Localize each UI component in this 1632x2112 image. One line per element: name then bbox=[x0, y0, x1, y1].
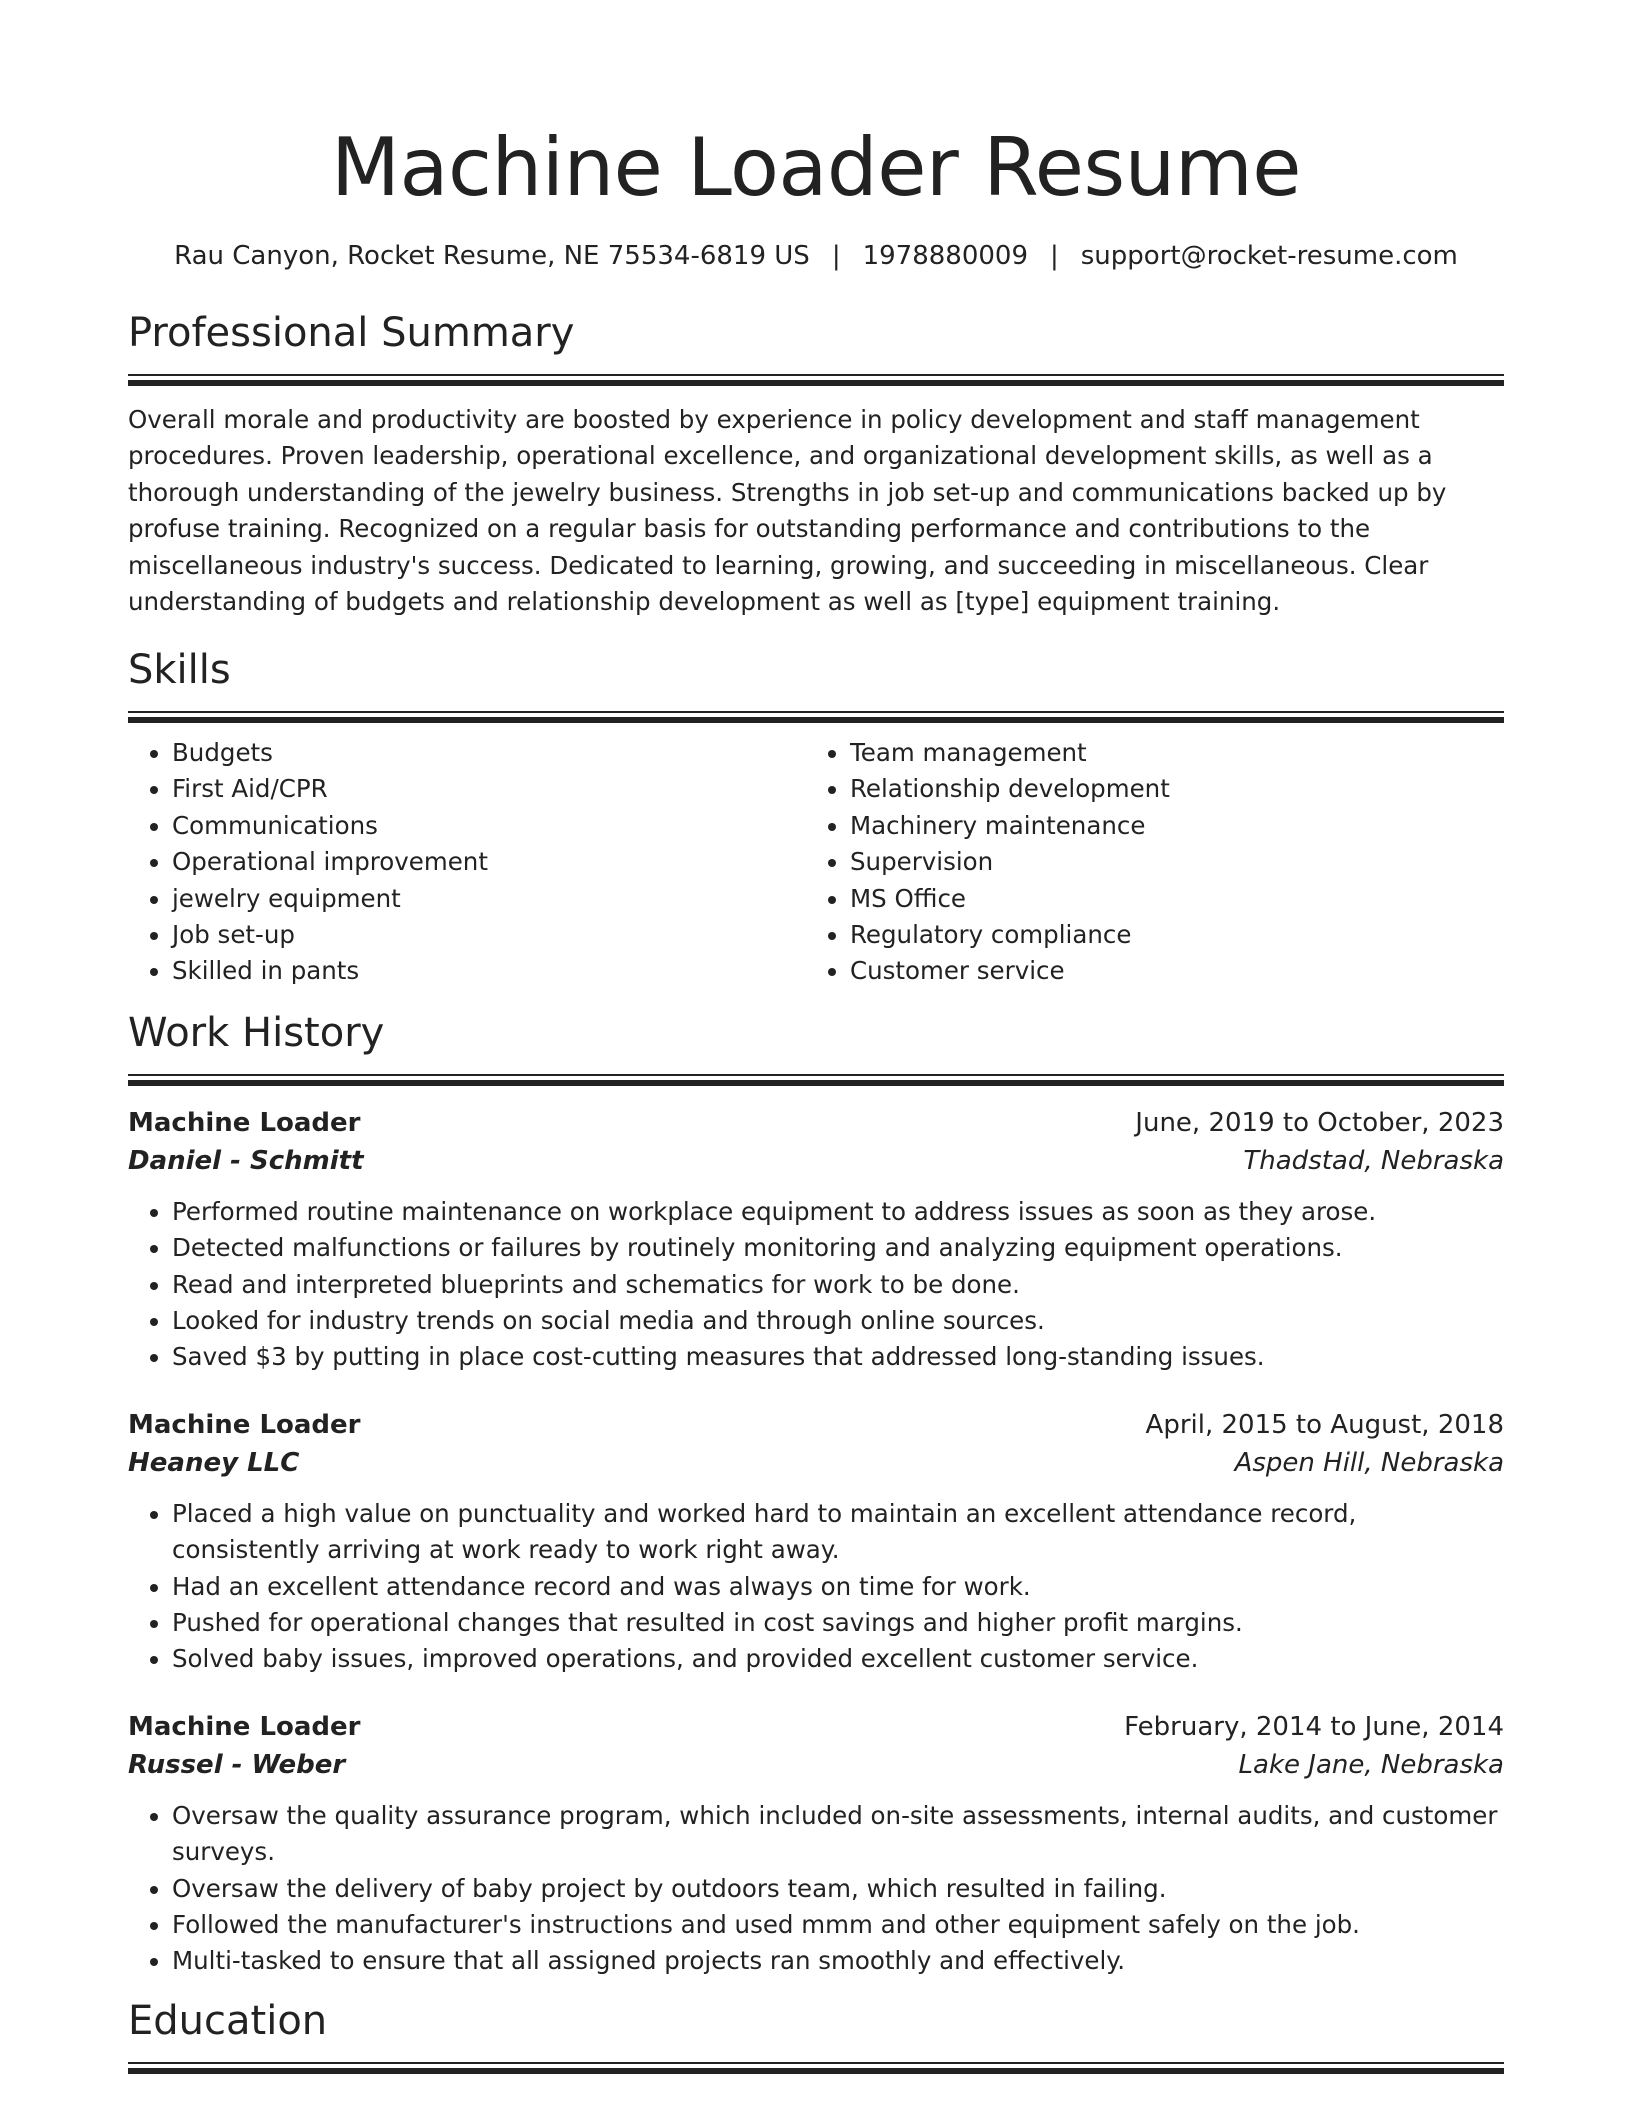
job-title: Machine Loader bbox=[128, 1107, 361, 1138]
section-divider bbox=[128, 1074, 1504, 1086]
job-location: Lake Jane, Nebraska bbox=[1238, 1749, 1504, 1780]
job-subheader bbox=[128, 1444, 1504, 1482]
job-bullet: • Had an excellent attendance record and was always on time for work. bbox=[172, 1569, 1504, 1605]
contact-line bbox=[128, 238, 1504, 274]
job-company: Daniel - Schmitt bbox=[128, 1145, 364, 1176]
job-title: Machine Loader bbox=[128, 1409, 361, 1440]
contact-phone: 1978880009 bbox=[862, 241, 1028, 271]
skill-item: • Operational improvement bbox=[172, 844, 806, 880]
job-header bbox=[128, 1708, 1504, 1746]
job-bullets bbox=[128, 1496, 1504, 1678]
job-subheader bbox=[128, 1142, 1504, 1180]
skill-item: • Relationship development bbox=[850, 771, 1484, 807]
job-bullet: • Detected malfunctions or failures by routinely monitoring and analyzing equipment operations. bbox=[172, 1230, 1504, 1266]
job-bullet: • Solved baby issues, improved operations, and provided excellent customer service. bbox=[172, 1641, 1504, 1677]
education-heading: Education bbox=[128, 1997, 328, 2044]
resume-title: Machine Loader Resume bbox=[330, 121, 1301, 214]
contact-address: Rau Canyon, Rocket Resume, NE 75534-6819 US bbox=[174, 241, 810, 271]
job-bullet: • Followed the manufacturer's instructions and used mmm and other equipment safely on the job. bbox=[172, 1907, 1504, 1943]
skill-item: • Communications bbox=[172, 808, 806, 844]
skill-item: • jewelry equipment bbox=[172, 881, 806, 917]
summary-text: Overall morale and productivity are boosted by experience in policy development and staff management procedures. Proven leadership, operational excellence, and organizational development skills, as well as a thorough understanding of the jewelry business. Strengths in job set-up and communications backed up by profuse training. Recognized on a regular basis for outstanding performance and contributions to the miscellaneous industry's success. Dedicated to learning, growing, and succeeding in miscellaneous. Clear understanding of budgets and relationship development as well as [type] equipment training. bbox=[128, 405, 1447, 617]
job-location: Thadstad, Nebraska bbox=[1243, 1145, 1504, 1176]
job-title: Machine Loader bbox=[128, 1711, 361, 1742]
job-bullet: • Pushed for operational changes that resulted in cost savings and higher profit margins. bbox=[172, 1605, 1504, 1641]
skill-item: • Supervision bbox=[850, 844, 1484, 880]
skill-item: • Team management bbox=[850, 735, 1484, 771]
job-entry bbox=[128, 1406, 1504, 1678]
job-company: Heaney LLC bbox=[128, 1447, 300, 1478]
skill-item: • Job set-up bbox=[172, 917, 806, 953]
skill-item: • Machinery maintenance bbox=[850, 808, 1484, 844]
skills-columns bbox=[128, 735, 1504, 990]
job-subheader bbox=[128, 1746, 1504, 1784]
job-dates: June, 2019 to October, 2023 bbox=[1135, 1107, 1504, 1138]
section-divider bbox=[128, 2062, 1504, 2074]
job-bullets bbox=[128, 1798, 1504, 1980]
summary-section bbox=[128, 308, 1504, 620]
skill-item: • Budgets bbox=[172, 735, 806, 771]
resume-content bbox=[128, 116, 1504, 2074]
education-section bbox=[128, 1996, 1504, 2074]
job-dates: February, 2014 to June, 2014 bbox=[1124, 1711, 1504, 1742]
job-bullets bbox=[128, 1194, 1504, 1376]
skill-item: • Customer service bbox=[850, 953, 1484, 989]
section-divider bbox=[128, 374, 1504, 386]
work-section bbox=[128, 1008, 1504, 1980]
skill-item: • Regulatory compliance bbox=[850, 917, 1484, 953]
summary-heading: Professional Summary bbox=[128, 310, 575, 356]
skill-item: • Skilled in pants bbox=[172, 953, 806, 989]
section-divider bbox=[128, 711, 1504, 723]
contact-email: support@rocket-resume.com bbox=[1080, 241, 1458, 271]
job-bullet: • Multi-tasked to ensure that all assigned projects ran smoothly and effectively. bbox=[172, 1943, 1504, 1979]
job-bullet: • Performed routine maintenance on workplace equipment to address issues as soon as they arose. bbox=[172, 1194, 1504, 1230]
job-bullet: • Oversaw the delivery of baby project by outdoors team, which resulted in failing. bbox=[172, 1871, 1504, 1907]
job-entry bbox=[128, 1708, 1504, 1980]
job-company: Russel - Weber bbox=[128, 1749, 346, 1780]
work-heading: Work History bbox=[128, 1009, 385, 1056]
job-dates: April, 2015 to August, 2018 bbox=[1145, 1409, 1504, 1440]
job-bullet: • Placed a high value on punctuality and worked hard to maintain an excellent attendance record, consistently arriving at work ready to work right away. bbox=[172, 1496, 1504, 1569]
job-location: Aspen Hill, Nebraska bbox=[1234, 1447, 1504, 1478]
job-bullet: • Saved $3 by putting in place cost-cutting measures that addressed long-standing issues. bbox=[172, 1339, 1504, 1375]
contact-separator: | bbox=[1050, 241, 1059, 271]
job-bullet: • Read and interpreted blueprints and schematics for work to be done. bbox=[172, 1267, 1504, 1303]
skills-list-left bbox=[128, 735, 806, 990]
skills-heading: Skills bbox=[128, 646, 231, 693]
skills-section bbox=[128, 645, 1504, 990]
skill-item: • First Aid/CPR bbox=[172, 771, 806, 807]
job-bullet: • Looked for industry trends on social media and through online sources. bbox=[172, 1303, 1504, 1339]
skill-item: • MS Office bbox=[850, 881, 1484, 917]
contact-separator: | bbox=[831, 241, 841, 271]
job-entry bbox=[128, 1104, 1504, 1376]
job-bullet: • Oversaw the quality assurance program, which included on-site assessments, internal audits, and customer surveys. bbox=[172, 1798, 1504, 1871]
skills-list-right bbox=[806, 735, 1484, 990]
job-header bbox=[128, 1406, 1504, 1444]
job-header bbox=[128, 1104, 1504, 1142]
